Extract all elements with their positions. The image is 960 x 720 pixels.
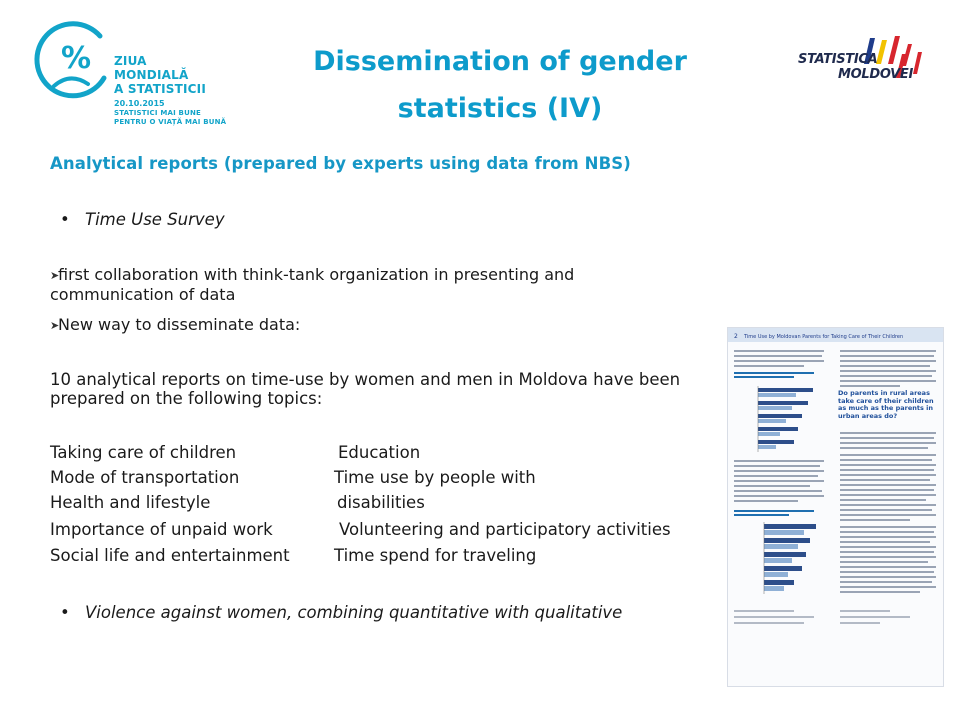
logo-slogan-1: STATISTICI MAI BUNE xyxy=(114,109,202,117)
bullet-text: Violence against women, combining quantitative with qualitative xyxy=(85,603,623,622)
topic-left: Social life and entertainment xyxy=(50,546,290,565)
topic-row xyxy=(50,493,425,517)
logo-line-3: A STATISTICII xyxy=(114,82,206,96)
percent-circle-icon xyxy=(30,16,122,108)
topic-right: Volunteering and participatory activities xyxy=(339,520,671,539)
arrow-bullet-icon: ➤ xyxy=(50,319,60,332)
report-header: Time Use by Moldovan Parents for Taking Care of Their Children xyxy=(744,334,904,340)
topic-right: Time use by people with xyxy=(334,468,536,487)
statistica-moldovei-logo xyxy=(792,34,932,98)
arrow-bullet-icon: ➤ xyxy=(50,269,60,282)
report-page-preview xyxy=(728,328,943,686)
logo-left-text xyxy=(114,54,226,127)
topic-right: Education xyxy=(338,443,421,462)
bullet-text: Time Use Survey xyxy=(85,210,225,229)
topic-left: Taking care of children xyxy=(50,443,237,462)
report-heading: Do parents in rural areas take care of their children as much as the parents in urban areas do? xyxy=(838,390,934,420)
topic-row xyxy=(50,546,537,570)
arrow-item-new-way xyxy=(50,315,690,335)
topic-right: disabilities xyxy=(337,493,425,512)
section-subtitle: Analytical reports (prepared by experts using data from NBS) xyxy=(50,154,631,173)
logo-line-2: MONDIALĂ xyxy=(114,68,189,82)
topic-left: Mode of transportation xyxy=(50,468,240,487)
arrow-item-collaboration xyxy=(50,265,690,304)
slide-title-line-2: statistics (IV) xyxy=(397,93,603,124)
report-heading-box xyxy=(838,390,938,426)
topic-left: Health and lifestyle xyxy=(50,493,211,512)
slide-title-line-1: Dissemination of gender xyxy=(313,46,687,77)
report-page-thumbnail xyxy=(727,327,944,687)
slide-title xyxy=(280,38,720,132)
topic-row xyxy=(50,443,421,467)
logo-word-moldovei: MOLDOVEI xyxy=(838,67,914,82)
arrow-item-text: first collaboration with think-tank organization in presenting and communication of data xyxy=(50,265,575,304)
report-page-number: 2 xyxy=(734,333,738,340)
logo-date: 20.10.2015 xyxy=(114,99,165,108)
topic-row xyxy=(50,520,671,544)
topic-left: Importance of unpaid work xyxy=(50,520,273,539)
logo-word-statistica: STATISTICA xyxy=(798,52,878,67)
logo-slogan-2: PENTRU O VIAȚĂ MAI BUNĂ xyxy=(114,118,227,126)
topic-right: Time spend for traveling xyxy=(334,546,537,565)
topic-row xyxy=(50,468,536,492)
logo-line-1: ZIUA xyxy=(114,54,147,68)
bullet-dot-icon: • xyxy=(60,210,70,229)
arrow-item-text: New way to disseminate data: xyxy=(58,315,301,334)
report-figure-1 xyxy=(758,386,813,452)
bullet-violence xyxy=(60,603,622,622)
logo-percent-symbol: % xyxy=(60,41,92,76)
report-figure-2 xyxy=(764,522,816,594)
world-statistics-day-logo xyxy=(30,16,230,126)
bullet-time-use-survey xyxy=(60,210,225,229)
reports-paragraph: 10 analytical reports on time-use by women and men in Moldova have been prepared on the following topics: xyxy=(50,370,681,408)
bullet-dot-icon: • xyxy=(60,603,70,622)
